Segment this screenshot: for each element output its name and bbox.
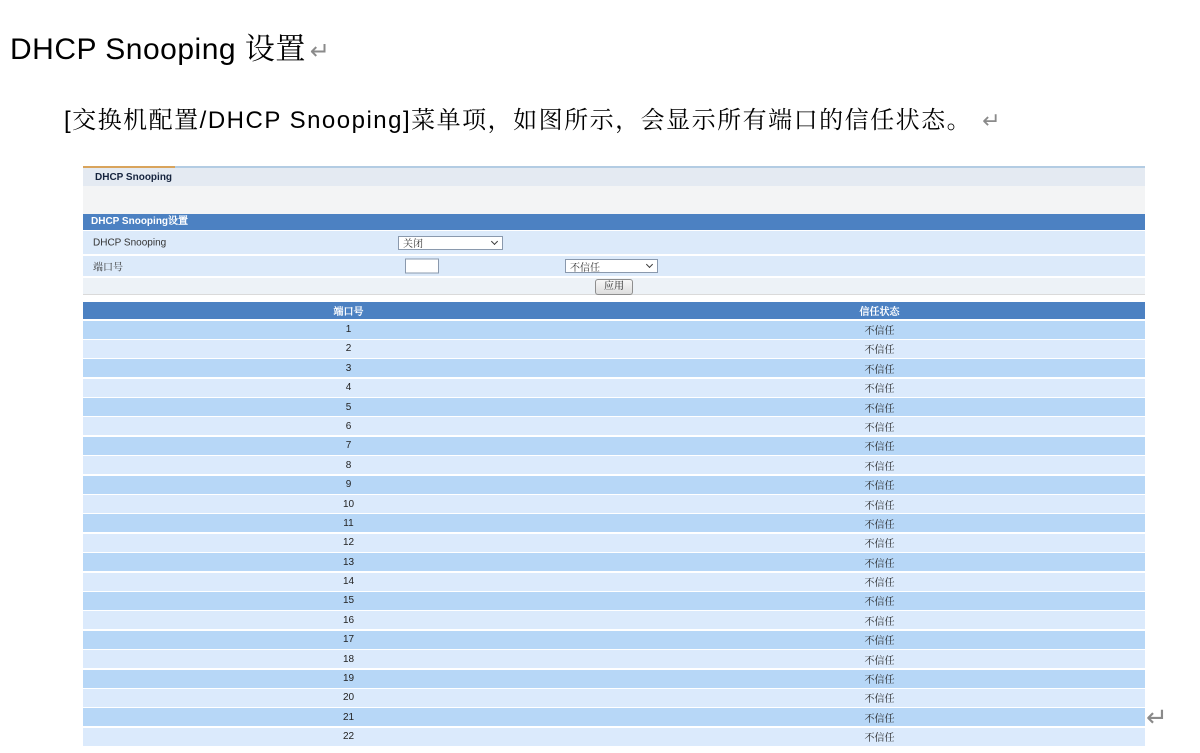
table-row [83,321,1145,339]
status-cell: 不信任 [864,558,895,570]
port-cell: 15 [342,595,355,607]
table-row [83,398,1145,416]
return-mark-icon: ↵ [982,109,1003,134]
port-cell: 10 [342,498,355,510]
form-row-port [83,256,1145,276]
table-row [83,592,1145,610]
status-cell: 不信任 [864,636,895,648]
return-mark-icon: ↵ [1146,703,1168,733]
port-cell: 19 [342,673,355,685]
status-cell: 不信任 [864,578,895,590]
chevron-down-icon [491,237,498,244]
page-title-text: DHCP Snooping 设置 [10,33,306,66]
table-row [83,689,1145,707]
port-table-header [83,302,1145,319]
status-cell: 不信任 [864,655,895,667]
port-cell: 7 [345,440,352,452]
port-cell: 3 [345,362,352,374]
dhcp-snooping-select-value: 关闭 [403,239,423,250]
port-cell: 8 [345,459,352,471]
top-border-line [83,166,1145,168]
port-cell: 14 [342,576,355,588]
table-row [83,670,1145,688]
port-cell: 18 [342,653,355,665]
table-row [83,514,1145,532]
table-row [83,379,1145,397]
port-number-label: 端口号 [93,262,123,274]
tab-dhcp-snooping[interactable]: DHCP Snooping [95,171,173,183]
trust-status-select[interactable] [565,259,658,273]
table-row [83,650,1145,668]
table-row [83,340,1145,358]
status-cell: 不信任 [864,616,895,628]
trust-status-select-value: 不信任 [570,262,600,274]
port-cell: 13 [342,556,355,568]
port-cell: 2 [345,343,352,355]
port-cell: 1 [345,324,352,335]
table-spacer [83,295,1145,302]
status-header-cell: 信任状态 [859,307,900,318]
intro-paragraph [64,100,1002,135]
status-cell: 不信任 [864,364,895,376]
section-header: DHCP Snooping设置 [83,214,1145,230]
status-cell: 不信任 [864,384,895,396]
status-cell: 不信任 [864,345,895,357]
page-title [10,24,331,68]
table-row [83,631,1145,649]
apply-button-row [83,278,1145,295]
dhcp-snooping-select[interactable] [398,236,503,250]
return-mark-icon: ↵ [309,37,331,65]
status-cell: 不信任 [864,326,895,337]
status-cell: 不信任 [864,519,895,531]
port-cell: 21 [342,711,355,723]
port-cell: 16 [342,614,355,626]
port-table-rows [83,321,1145,746]
port-cell: 11 [343,517,354,529]
content-spacer [83,186,1145,214]
tab-strip [83,168,1145,186]
port-cell: 9 [345,479,352,491]
table-row [83,417,1145,435]
form-row-dhcp-snooping [83,231,1145,254]
status-cell: 不信任 [864,403,895,415]
port-cell: 12 [342,537,355,549]
dhcp-snooping-label: DHCP Snooping [93,237,167,248]
table-row [83,437,1145,455]
intro-paragraph-text: [交换机配置/DHCP Snooping]菜单项，如图所示，会显示所有端口的信任状态。 [64,107,973,134]
table-row [83,728,1145,746]
status-cell: 不信任 [864,442,895,454]
status-cell: 不信任 [864,500,895,512]
port-cell: 22 [342,731,355,743]
status-cell: 不信任 [864,422,895,434]
port-number-input[interactable] [405,259,439,274]
status-cell: 不信任 [864,481,895,493]
status-cell: 不信任 [864,733,895,745]
table-row [83,611,1145,629]
table-row [83,553,1145,571]
table-row [83,573,1145,591]
table-row [83,534,1145,552]
status-cell: 不信任 [864,539,895,551]
port-cell: 17 [342,634,355,646]
port-cell: 5 [345,401,352,413]
tab-accent-bar [83,166,175,168]
table-row [83,495,1145,513]
port-cell: 4 [345,382,352,394]
port-header-cell: 端口号 [333,307,364,318]
apply-button[interactable]: 应用 [595,279,633,295]
status-cell: 不信任 [864,694,895,706]
table-row [83,359,1145,377]
dhcp-snooping-screenshot [83,166,1145,745]
port-cell: 6 [345,420,352,432]
port-cell: 20 [342,692,355,704]
chevron-down-icon [646,261,653,268]
table-row [83,476,1145,494]
status-cell: 不信任 [864,461,895,473]
table-row [83,708,1145,726]
table-row [83,456,1145,474]
status-cell: 不信任 [864,675,895,687]
status-cell: 不信任 [864,597,895,609]
status-cell: 不信任 [864,713,895,725]
